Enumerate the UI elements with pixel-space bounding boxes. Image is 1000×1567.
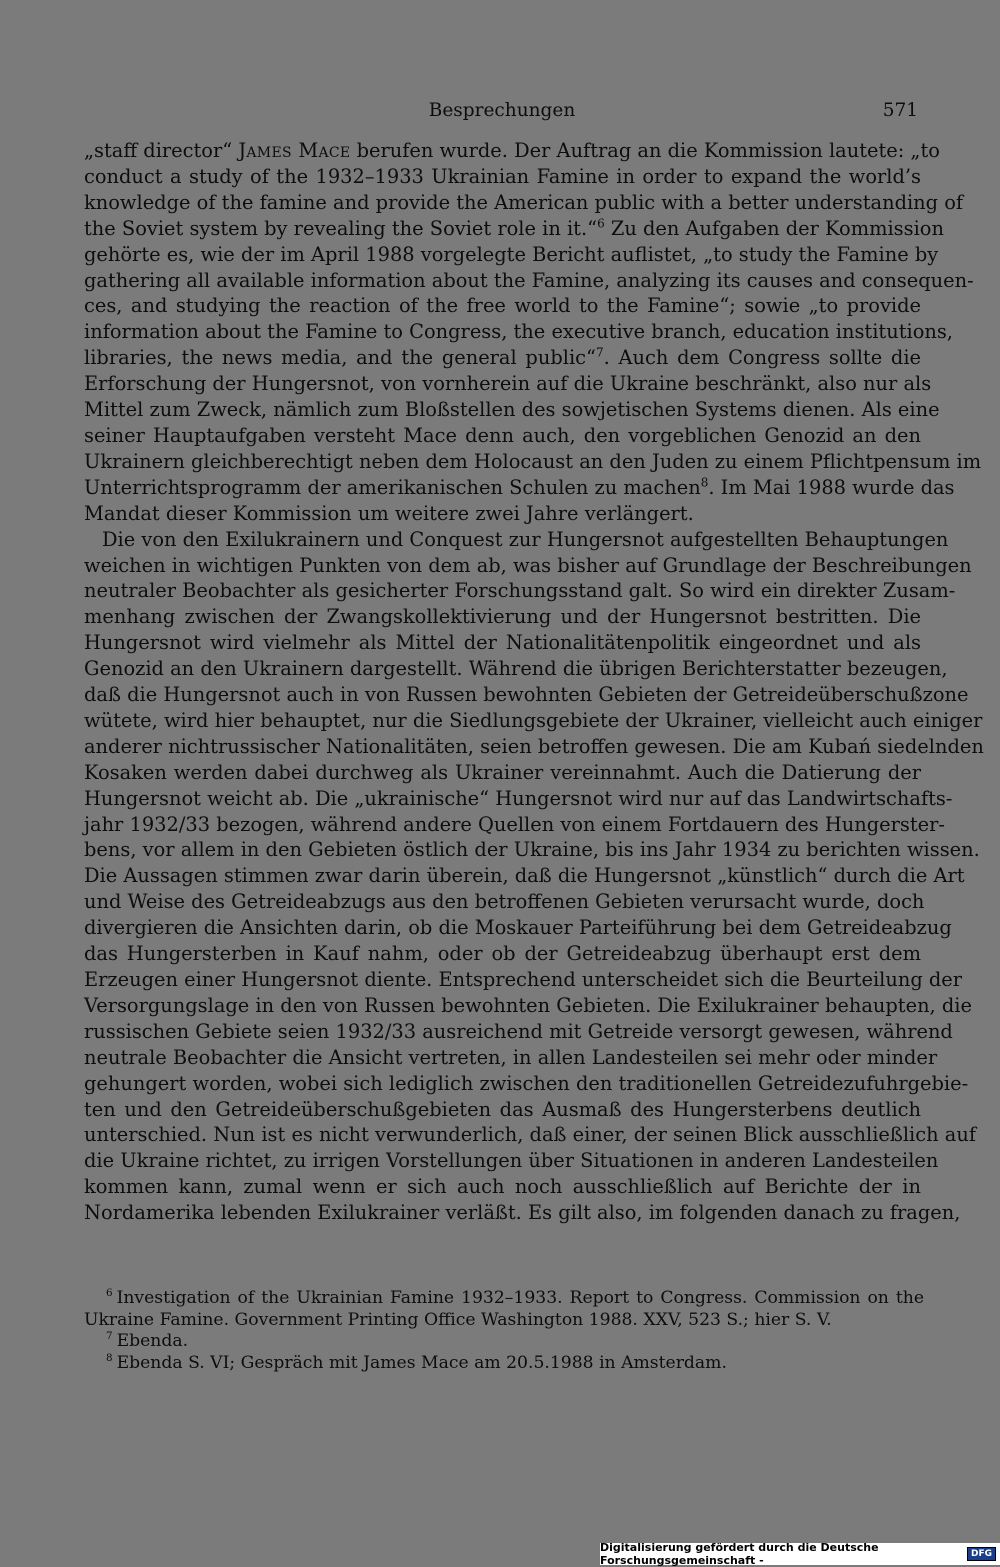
text-line bbox=[84, 553, 972, 579]
text-segment: weichen in wichtigen Punkten von dem ab, was bisher auf Grundlage der Beschreibungen bbox=[84, 553, 972, 577]
text-segment: the Soviet system by revealing the Soviet role in it.“ bbox=[84, 216, 598, 240]
text-line bbox=[84, 475, 955, 501]
text-segment: libraries, the news media, and the general public“ bbox=[84, 346, 596, 370]
text-segment: Hungersnot wird vielmehr als Mittel der Nationalitätenpolitik eingeordnet und als bbox=[84, 631, 921, 655]
footnote bbox=[84, 1288, 924, 1331]
page-header bbox=[84, 100, 920, 130]
text-line bbox=[84, 941, 921, 967]
digitization-credit bbox=[600, 1543, 1000, 1565]
text-line bbox=[84, 837, 980, 863]
text-segment: divergieren die Ansichten darin, ob die Moskauer Parteiführung bei dem Getreideabzug bbox=[84, 916, 952, 940]
text-segment: conduct a study of the 1932–1933 Ukrainian Famine in order to expand the world’s bbox=[84, 164, 921, 188]
footnote-text: Investigation of the Ukrainian Famine 1932–1933. Report to Congress. Commission on the bbox=[116, 1288, 924, 1308]
footnote-reference: 8 bbox=[700, 475, 709, 490]
text-segment: bens, vor allem in den Gebieten östlich der Ukraine, bis ins Jahr 1934 zu berichten wissen. bbox=[84, 838, 980, 862]
text-segment: gehungert worden, wobei sich lediglich zwischen den traditionellen Getreidezufuhrgebie- bbox=[84, 1071, 969, 1095]
text-segment: das Hungersterben in Kauf nahm, oder ob der Getreideabzug überhaupt erst dem bbox=[84, 942, 921, 966]
text-line bbox=[84, 993, 972, 1019]
text-segment: Mittel zum Zweck, nämlich zum Bloßstellen des sowjetischen Systems dienen. Als eine bbox=[84, 398, 940, 422]
text-segment: Die Aussagen stimmen zwar darin überein, daß die Hungersnot „künstlich“ durch die Art bbox=[84, 864, 965, 888]
footnote-mark: 8 bbox=[106, 1351, 113, 1364]
text-segment: Versorgungslage in den von Russen bewohnten Gebieten. Die Exilukrainer behaupten, die bbox=[84, 993, 972, 1017]
footnote bbox=[84, 1331, 924, 1353]
text-line bbox=[84, 293, 921, 319]
text-line bbox=[84, 967, 963, 993]
text-segment: Die von den Exilukrainern und Conquest zur Hungersnot aufgestellten Behauptungen bbox=[102, 527, 949, 551]
text-line bbox=[84, 501, 921, 527]
text-line bbox=[84, 889, 925, 915]
text-segment: ces, and studying the reaction of the free world to the Famine“; sowie „to provide bbox=[84, 294, 921, 318]
text-line bbox=[84, 319, 953, 345]
text-line bbox=[84, 760, 921, 786]
footnote-reference: 7 bbox=[595, 345, 604, 360]
text-line bbox=[84, 190, 964, 216]
text-segment: Mandat dieser Kommission um weitere zwei Jahre verlängert. bbox=[84, 501, 694, 525]
text-segment: russischen Gebiete seien 1932/33 ausreichend mit Getreide versorgt gewesen, während bbox=[84, 1019, 953, 1043]
text-line bbox=[84, 527, 949, 553]
text-segment: information about the Famine to Congress, the executive branch, education institutions, bbox=[84, 320, 953, 344]
text-segment: „staff director“ bbox=[84, 139, 239, 162]
author-name: James Mace bbox=[238, 139, 351, 162]
text-segment: ten und den Getreideüberschußgebieten das Ausmaß des Hungersterbens deutlich bbox=[84, 1097, 921, 1121]
text-line bbox=[84, 449, 982, 475]
footnote bbox=[84, 1353, 924, 1375]
text-line bbox=[84, 164, 921, 190]
text-line bbox=[84, 371, 932, 397]
text-segment: und Weise des Getreideabzugs aus den betroffenen Gebieten verursacht wurde, doch bbox=[84, 890, 925, 914]
main-text bbox=[84, 138, 984, 1226]
text-line bbox=[84, 656, 948, 682]
text-segment: unterschied. Nun ist es nicht verwunderlich, daß einer, der seinen Blick ausschließlich auf bbox=[84, 1123, 976, 1147]
text-segment: Unterrichtsprogramm der amerikanischen Schulen zu machen bbox=[84, 475, 701, 499]
text-line bbox=[84, 1097, 921, 1123]
text-segment: wütete, wird hier behauptet, nur die Siedlungsgebiete der Ukrainer, vielleicht auch einiger bbox=[84, 708, 983, 732]
text-line bbox=[84, 1122, 976, 1148]
text-line bbox=[84, 397, 940, 423]
text-segment: Erzeugen einer Hungersnot diente. Entsprechend unterscheidet sich die Beurteilung der bbox=[84, 968, 963, 991]
footnote-text: Ukraine Famine. Government Printing Office Washington 1988. XXV, 523 S.; hier S. V. bbox=[84, 1309, 832, 1330]
text-segment: die Ukraine richtet, zu irrigen Vorstellungen über Situationen in anderen Landesteilen bbox=[84, 1149, 939, 1173]
text-line bbox=[84, 216, 944, 242]
text-line bbox=[84, 1148, 939, 1174]
text-line bbox=[84, 1200, 961, 1226]
text-segment: Zu den Aufgaben der Kommission bbox=[604, 216, 944, 240]
footnote-mark: 7 bbox=[106, 1330, 113, 1343]
footnote-line bbox=[106, 1353, 924, 1375]
text-segment: gathering all available information about the Famine, analyzing its causes and consequen- bbox=[84, 268, 974, 292]
footnote-text: Ebenda. bbox=[116, 1331, 189, 1351]
text-segment: seiner Hauptaufgaben versteht Mace denn auch, den vorgeblichen Genozid an den bbox=[84, 423, 921, 447]
text-segment: Ukrainern gleichberechtigt neben dem Holocaust an den Juden zu einem Pflichtpensum im bbox=[84, 449, 982, 473]
page-number: 571 bbox=[882, 100, 918, 121]
text-segment: Hungersnot weicht ab. Die „ukrainische“ Hungersnot wird nur auf das Landwirtschafts- bbox=[84, 786, 953, 810]
text-line bbox=[84, 345, 921, 371]
text-line bbox=[84, 915, 952, 941]
footnotes bbox=[84, 1288, 924, 1374]
footnote-line bbox=[106, 1331, 924, 1353]
text-line bbox=[84, 1071, 969, 1097]
text-segment: gehörte es, wie der im April 1988 vorgelegte Bericht auflistet, „to study the Famine by bbox=[84, 242, 939, 266]
text-segment: menhang zwischen der Zwangskollektivierung und der Hungersnot bestritten. Die bbox=[84, 605, 921, 629]
text-segment: kommen kann, zumal wenn er sich auch noch ausschließlich auf Berichte der in bbox=[84, 1175, 921, 1199]
text-line bbox=[84, 604, 921, 630]
text-segment: anderer nichtrussischer Nationalitäten, seien betroffen gewesen. Die am Kubań siedelnden bbox=[84, 734, 984, 758]
footnote-line bbox=[84, 1310, 924, 1332]
text-line bbox=[84, 578, 956, 604]
footnote-text: Ebenda S. VI; Gespräch mit James Mace am 20.5.1988 in Amsterdam. bbox=[116, 1352, 727, 1373]
text-line bbox=[84, 682, 969, 708]
footnote-mark: 6 bbox=[106, 1287, 113, 1300]
text-segment: Genozid an den Ukrainern dargestellt. Während die übrigen Berichterstatter bezeugen, bbox=[84, 657, 948, 681]
text-line bbox=[84, 734, 984, 760]
text-segment: daß die Hungersnot auch in von Russen bewohnten Gebieten der Getreideüberschußzone bbox=[84, 683, 969, 707]
text-segment: berufen wurde. Der Auftrag an die Kommission lautete: „to bbox=[350, 139, 940, 162]
text-line bbox=[84, 863, 965, 889]
text-segment: knowledge of the famine and provide the American public with a better understanding of bbox=[84, 190, 964, 214]
text-segment: neutraler Beobachter als gesicherter Forschungsstand galt. So wird ein direkter Zusam- bbox=[84, 579, 956, 603]
text-line bbox=[84, 423, 921, 449]
text-segment: jahr 1932/33 bezogen, während andere Quellen von einem Fortdauern des Hungerster- bbox=[84, 812, 945, 836]
dfg-logo: DFG bbox=[967, 1547, 996, 1561]
text-segment: Erforschung der Hungersnot, von vornherein auf die Ukraine beschränkt, also nur als bbox=[84, 372, 932, 396]
digitization-note: Digitalisierung gefördert durch die Deutsche Forschungsgemeinschaft - bbox=[600, 1541, 879, 1567]
text-segment: Kosaken werden dabei durchweg als Ukrainer vereinnahmt. Auch die Datierung der bbox=[84, 760, 921, 784]
text-segment: Nordamerika lebenden Exilukrainer verläßt. Es gilt also, im folgenden danach zu fragen, bbox=[84, 1201, 961, 1225]
footnote-reference: 6 bbox=[597, 216, 605, 231]
text-line bbox=[84, 630, 921, 656]
text-line bbox=[84, 786, 953, 812]
text-line bbox=[84, 1045, 938, 1071]
text-line bbox=[84, 138, 940, 164]
text-segment: . Auch dem Congress sollte die bbox=[603, 346, 921, 370]
running-title: Besprechungen bbox=[428, 100, 576, 121]
text-line bbox=[84, 708, 983, 734]
text-line bbox=[84, 1174, 921, 1200]
text-segment: neutrale Beobachter die Ansicht vertreten, in allen Landesteilen sei mehr oder minder bbox=[84, 1045, 938, 1069]
footnote-line bbox=[106, 1288, 924, 1310]
text-line bbox=[84, 1019, 953, 1045]
text-line bbox=[84, 242, 939, 268]
text-segment: . Im Mai 1988 wurde das bbox=[708, 475, 955, 499]
text-line bbox=[84, 812, 945, 838]
text-line bbox=[84, 268, 974, 294]
